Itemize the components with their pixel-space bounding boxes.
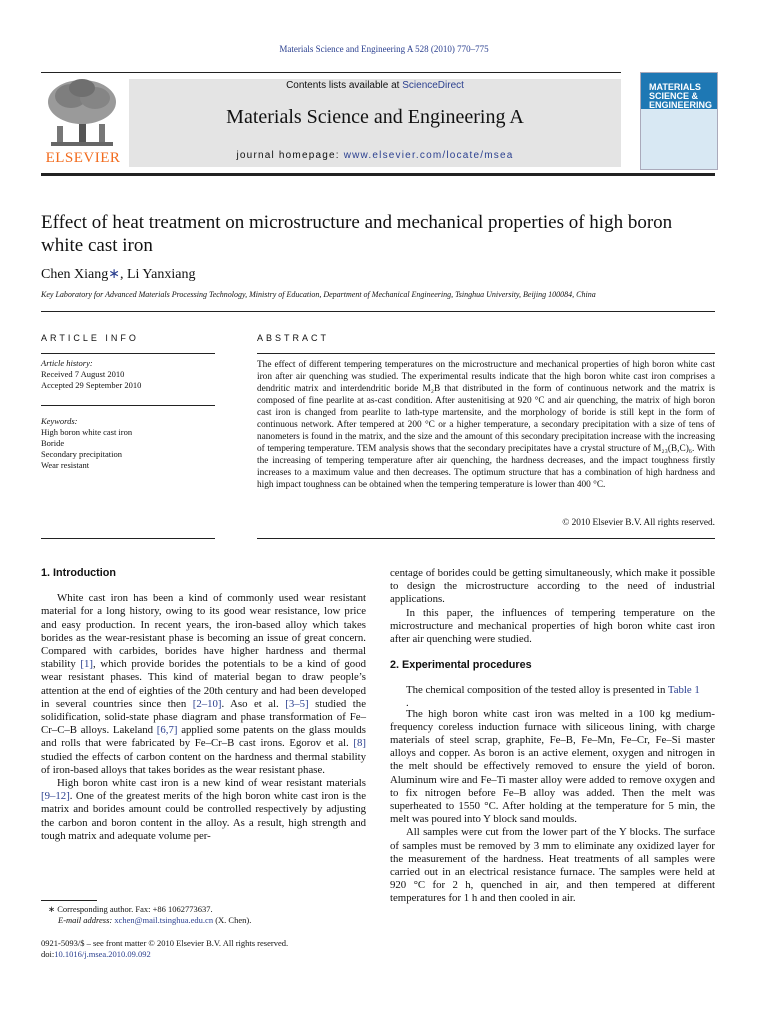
keyword-item: Secondary precipitation [41, 449, 122, 459]
text-run: High boron white cast iron is a new kind of wear resistant materials [57, 777, 366, 790]
contents-line [129, 80, 621, 91]
author-list [41, 266, 195, 283]
reference-link[interactable]: [9–12] [41, 790, 70, 803]
reference-link[interactable]: [3–5] [285, 697, 309, 710]
article-info-bottom-rule [41, 538, 215, 539]
text-run: . Aso et al. [221, 697, 286, 710]
introduction-heading: 1. Introduction [41, 567, 116, 579]
journal-title: Materials Science and Engineering A [226, 106, 524, 128]
doi-label: doi: [41, 949, 55, 959]
right-column [390, 567, 715, 906]
issn-line: 0921-5093/$ – see front matter © 2010 Elsevier B.V. All rights reserved. [41, 938, 289, 948]
article-info-rule [41, 353, 215, 354]
text-run: applied some patents on the glass moulds and rolls that were fabricated by Fe–Cr–B cast irons. Egorov et al. [41, 724, 366, 750]
author-separator: , [120, 267, 127, 282]
article-info-heading: ARTICLE INFO [41, 333, 139, 343]
author-2: Li Yanxiang [127, 267, 196, 282]
corresponding-author-link[interactable]: ∗ [108, 267, 120, 282]
keywords-label: Keywords: [41, 416, 78, 426]
accepted-date: Accepted 29 September 2010 [41, 380, 142, 390]
abstract-rule [257, 353, 715, 354]
article-title: Effect of heat treatment on microstructure and mechanical properties of high boron white cast iron [41, 212, 673, 256]
footnote-rule [41, 900, 97, 901]
text-run: The chemical composition of the tested alloy is presented in [406, 684, 668, 697]
sciencedirect-link[interactable]: ScienceDirect [402, 80, 464, 91]
keyword-item: Boride [41, 438, 65, 448]
keywords-block [41, 416, 215, 471]
intro-paragraph-3: In this paper, the influences of tempering temperature on the microstructure and mechanical properties of high boron white cast iron after air quenching were studied. [390, 606, 715, 646]
reference-link[interactable]: [6,7] [156, 724, 178, 737]
journal-cover [640, 72, 718, 170]
sentence-period: . [406, 696, 409, 709]
abstract-heading: ABSTRACT [257, 333, 330, 343]
doi-line [41, 949, 371, 960]
experimental-heading: 2. Experimental procedures [390, 659, 532, 672]
homepage-prefix: journal homepage: [236, 150, 344, 161]
abstract-text: The effect of different tempering temperatures on the microstructure and mechanical properties of high boron white cast iron after air quenching was studied. The experimental results indicate that the high boron white cast iron comprises a dendritic matrix and interdendritic boride M₂B that distributed in the form of continuous network and the matrix is composed of fine pearlite at as-cast condition. After austenitising at 920 °C and air quenching, the matrix of high boron cast iron is changed from pearlite to lath-type martensite, and the morphology of boride is still kept in the form of continuous network. After tempered at 200 °C or a higher temperature, a secondary precipitation with a size of tens of nanometers is found in the matrix, and the size and the amount of this secondary precipitation increase with the increasing of tempering temperature. TEM analysis shows that the secondary precipitates have a crystal structure of M₂₃(B,C)₆. With the increasing of tempering temperature after air quenching, the hardness decreases, and the impact toughness firstly increases to a maximum value and then decreases. The optimum structure that has a combination of high hardness and high impact toughness can be obtained when the tempering temperature is lower than 400 °C. [257, 360, 715, 490]
email-link[interactable]: xchen@mail.tsinghua.edu.cn [114, 915, 214, 925]
experimental-paragraph-3: All samples were cut from the lower part of the Y blocks. The surface of samples must be removed by 3 mm to eliminate any oxidized layer for the measurement of the hardness. Heat treatments of all samples were carried out in an electrical resistance furnace. The samples were held at 920 °C for 2 h, quenched in air, and then tempered at different temperatures for 1 h and then cooled in air. [390, 826, 715, 905]
cover-title: MATERIALS SCIENCE & ENGINEERING [649, 82, 713, 110]
homepage-link[interactable]: www.elsevier.com/locate/msea [343, 150, 514, 161]
title-rule [41, 311, 715, 312]
reference-link[interactable]: [1] [80, 658, 94, 671]
email-line [48, 915, 366, 926]
reference-link[interactable]: [8] [353, 737, 366, 750]
journal-citation[interactable]: Materials Science and Engineering A 528 (2010) 770–775 [279, 44, 489, 54]
header-bottom-rule [41, 173, 715, 176]
tree-icon [41, 76, 123, 150]
text-run: , which provide borides the potentials to be a kind of good wear resistant phases. This kind of material began to draw people’s attention at the end of eighties of the 20th century and had been developed in several countries since then [41, 658, 366, 710]
publisher-name: ELSEVIER [45, 150, 121, 166]
contents-prefix: Contents lists available at [286, 80, 403, 91]
text-run: . One of the greatest merits of the high boron white cast iron is the matrix and borides amount could be controlled respectively by adjusting the carbon and boron content in the alloy. As a result, high strength and tough matrix and adequate volume per- [41, 790, 366, 842]
author-1: Chen Xiang [41, 267, 109, 282]
article-history [41, 358, 215, 391]
text-run: studied the effects of carbon content on the hardness and thermal stability of iron-based alloys that takes borides as the wear resistant phase. [41, 750, 366, 776]
front-matter-footnote [41, 938, 371, 960]
table-1-link[interactable]: Table 1 [667, 684, 700, 697]
experimental-paragraph-1 [390, 684, 715, 697]
text-run: studied the solidification, solid-state phase diagram and phase transformation of Fe–Cr–C–B alloys. Lakeland [41, 697, 366, 737]
intro-paragraph-2 [41, 777, 366, 843]
experimental-paragraph-2: The high boron white cast iron was melted in a 100 kg medium-frequency coreless induction furnace with siliceous lining, with charge materials of steel scrap, graphite, Fe–B, Fe–Mn, Fe–Cr, Fe–Si master alloys and copper. As boron is an active element, oxygen and nitrogen in the melt should be effectively removed to ensure the yield of boron. Aluminum wire and Fe–Ti master alloy were added to remove oxygen and to fix nitrogen before Fe–B alloy was added. Then the melt was superheated to 1550 °C. After holding at the temperature for 5 min, the melt was poured into Y block sand moulds. [390, 707, 715, 826]
affiliation: Key Laboratory for Advanced Materials Processing Technology, Ministry of Education, Department of Mechanical Engineering, Tsinghua University, Beijing 100084, China [41, 290, 596, 299]
intro-paragraph-2-continued: centage of borides could be getting simultaneously, which make it possible to design the microstructure according to the need of industrial applications. [390, 567, 715, 606]
copyright-line: © 2010 Elsevier B.V. All rights reserved. [562, 518, 715, 528]
keywords-rule [41, 405, 215, 406]
journal-homepage [129, 150, 621, 161]
header-top-rule [41, 72, 621, 73]
keyword-item: Wear resistant [41, 460, 90, 470]
introduction-section [41, 567, 366, 843]
history-label: Article history: [41, 358, 93, 368]
email-label: E-mail address: [58, 915, 115, 925]
corresponding-author-note: ∗ Corresponding author. Fax: +86 1062773637. [48, 904, 213, 914]
abstract-bottom-rule [257, 538, 715, 539]
reference-link[interactable]: [2–10] [192, 697, 222, 710]
email-suffix: (X. Chen). [213, 915, 252, 925]
received-date: Received 7 August 2010 [41, 369, 125, 379]
corresponding-footnote [48, 904, 366, 926]
doi-link[interactable]: 10.1016/j.msea.2010.09.092 [54, 949, 151, 959]
intro-paragraph-1 [41, 592, 366, 777]
text-run: White cast iron has been a kind of commonly used wear resistant material for a long history, owing to its good wear resistance, low price and easy production. In recent years, the iron-based alloy which takes borides as the wear-resistant phase is becoming an issue of great concern. Compared with carbides, borides have higher hardness and thermal stability [41, 592, 366, 671]
keyword-item: High boron white cast iron [41, 427, 133, 437]
